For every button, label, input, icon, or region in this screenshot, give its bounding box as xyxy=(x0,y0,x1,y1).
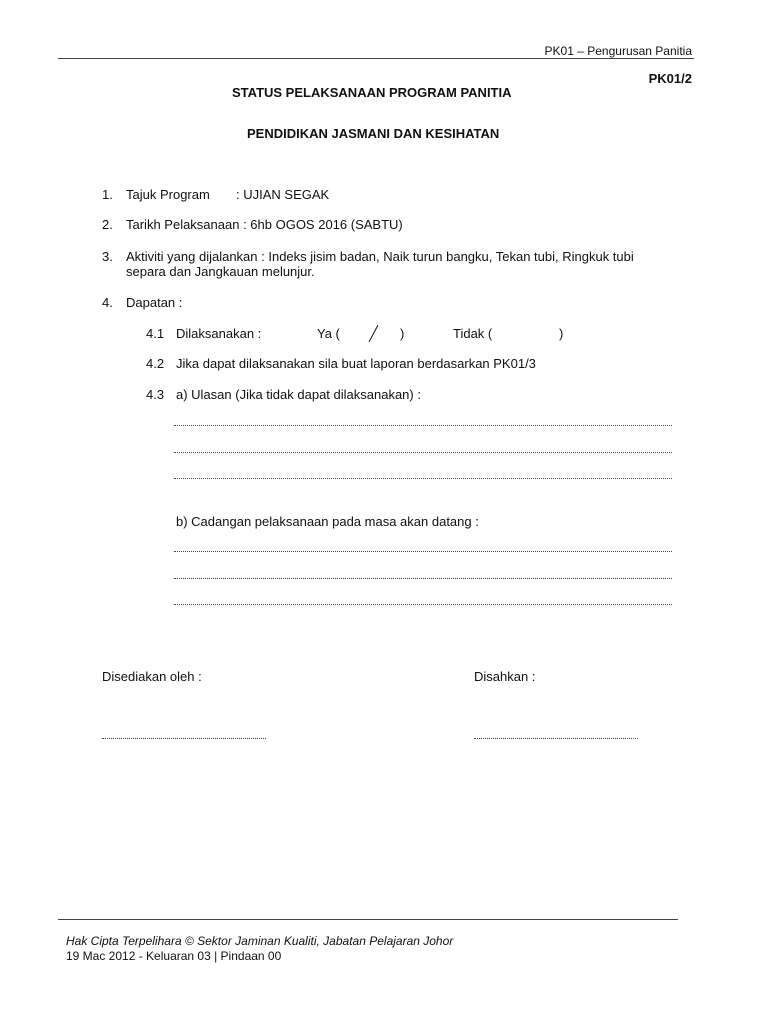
suggestion-line-1[interactable] xyxy=(174,551,672,552)
footer-divider xyxy=(58,919,678,920)
document-title: STATUS PELAKSANAAN PROGRAM PANITIA xyxy=(232,85,512,100)
footer-copyright: Hak Cipta Terpelihara © Sektor Jaminan Kualiti, Jabatan Pelajaran Johor xyxy=(66,934,454,948)
item-4-2-number: 4.2 xyxy=(146,356,165,371)
footer-version: 19 Mac 2012 - Keluaran 03 | Pindaan 00 xyxy=(66,949,282,963)
item-4-3-number: 4.3 xyxy=(146,387,165,402)
form-code: PK01/2 xyxy=(648,71,692,86)
approved-by-signature-line[interactable] xyxy=(474,738,638,739)
document-subtitle: PENDIDIKAN JASMANI DAN KESIHATAN xyxy=(247,126,500,141)
no-option-close: ) xyxy=(559,326,564,341)
item-4-2-text: Jika dapat dilaksanakan sila buat laporan berdasarkan PK01/3 xyxy=(176,356,536,371)
item-3-line-2: separa dan Jangkauan melunjur. xyxy=(126,264,315,279)
prepared-by-label: Disediakan oleh : xyxy=(102,669,202,684)
item-4-number: 4. xyxy=(102,295,113,310)
item-4-1-number: 4.1 xyxy=(146,326,165,341)
suggestion-line-3[interactable] xyxy=(174,604,672,605)
header-label: PK01 – Pengurusan Panitia xyxy=(544,44,692,58)
item-4-text: Dapatan : xyxy=(126,295,183,310)
yes-option-close: ) xyxy=(400,326,405,341)
remarks-line-3[interactable] xyxy=(174,478,672,479)
item-4-1-label: Dilaksanakan : xyxy=(176,326,262,341)
item-1-label: Tajuk Program xyxy=(126,187,210,202)
item-1-number: 1. xyxy=(102,187,113,202)
approved-by-label: Disahkan : xyxy=(474,669,536,684)
header-divider xyxy=(58,58,694,59)
item-1-value: : UJIAN SEGAK xyxy=(236,187,330,202)
remarks-line-1[interactable] xyxy=(174,425,672,426)
prepared-by-signature-line[interactable] xyxy=(102,738,266,739)
suggestion-line-2[interactable] xyxy=(174,578,672,579)
item-3-number: 3. xyxy=(102,249,113,264)
item-2-text: Tarikh Pelaksanaan : 6hb OGOS 2016 (SABTU) xyxy=(126,217,403,232)
item-3-line-1: Aktiviti yang dijalankan : Indeks jisim badan, Naik turun bangku, Tekan tubi, Ringkuk tubi xyxy=(126,249,634,264)
no-option-open[interactable]: Tidak ( xyxy=(453,326,493,341)
item-4-3-b-text: b) Cadangan pelaksanaan pada masa akan datang : xyxy=(176,514,479,529)
remarks-line-2[interactable] xyxy=(174,452,672,453)
yes-option-open[interactable]: Ya ( xyxy=(317,326,340,341)
item-2-number: 2. xyxy=(102,217,113,232)
item-4-3-text: a) Ulasan (Jika tidak dapat dilaksanakan) : xyxy=(176,387,421,402)
check-mark-icon xyxy=(369,325,379,342)
